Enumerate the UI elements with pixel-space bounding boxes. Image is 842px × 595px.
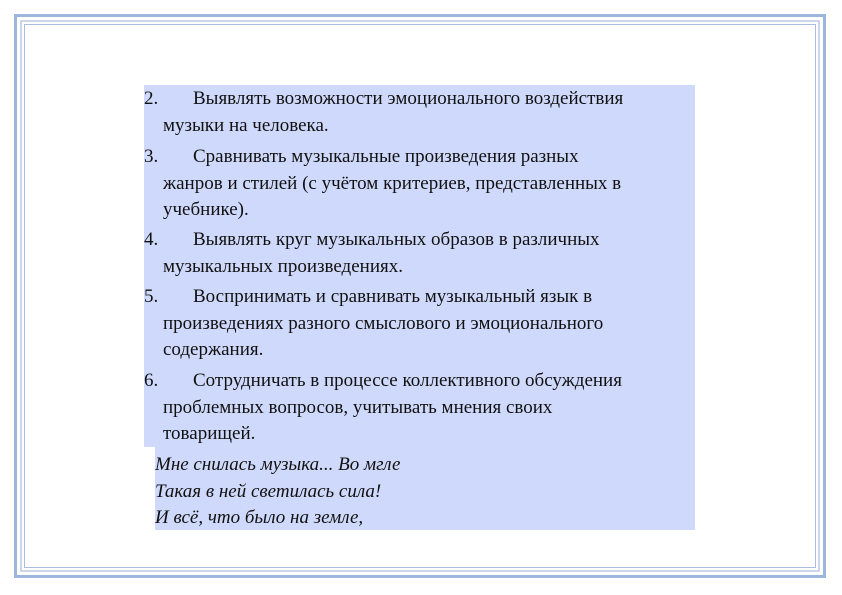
list-item-number: 3. xyxy=(144,146,159,167)
list-item-number: 6. xyxy=(144,370,159,391)
list-item-line: Выявлять возможности эмоционального воздействия xyxy=(193,88,624,109)
list-item-line: жанров и стилей (с учётом критериев, представленных в xyxy=(163,172,622,194)
list-item-2 xyxy=(144,86,695,139)
list-item-number: 4. xyxy=(144,229,159,250)
list-item-line: произведениях разного смыслового и эмоционального xyxy=(163,312,604,334)
list-item-number: 2. xyxy=(144,88,159,109)
list-item-line: учебнике). xyxy=(163,199,249,221)
list-item-line: музыкальных произведениях. xyxy=(163,255,403,277)
poem-quote xyxy=(155,452,400,532)
list-item-line: товарищей. xyxy=(163,423,256,445)
list-item-6 xyxy=(144,368,695,448)
list-item-line: Воспринимать и сравнивать музыкальный язык в xyxy=(193,286,593,307)
list-item-line: Сравнивать музыкальные произведения разных xyxy=(193,146,579,167)
list-item-4 xyxy=(144,227,695,280)
list-item-5 xyxy=(144,284,695,364)
list-item-line: содержания. xyxy=(163,339,264,361)
list-item-line: Сотрудничать в процессе коллективного обсуждения xyxy=(193,370,622,391)
poem-line: И всё, что было на земле, xyxy=(155,507,364,528)
poem-line: Такая в ней светилась сила! xyxy=(155,480,382,502)
list-item-line: проблемных вопросов, учитывать мнения своих xyxy=(163,396,553,418)
list-item-line: музыки на человека. xyxy=(163,114,329,136)
poem-line: Мне снилась музыка... Во мгле xyxy=(155,454,401,475)
list-item-number: 5. xyxy=(144,286,159,307)
list-item-line: Выявлять круг музыкальных образов в различных xyxy=(193,229,600,250)
list-item-3 xyxy=(144,144,695,224)
